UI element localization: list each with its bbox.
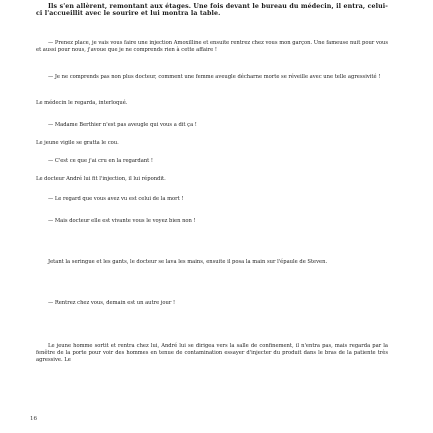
paragraph-7: — C'est ce que j'ai cru en la regardant ! <box>48 158 153 164</box>
paragraph-5: — Madame Berthier n'est pas aveugle qui vous a dit ça ! <box>48 122 197 128</box>
paragraph-3: — Je ne comprends pas non plus docteur, comment une femme aveugle décharne morte se réveille avec une telle agressivité ! <box>48 74 381 80</box>
paragraph-8: Le docteur André lui fit l'injection, il lui répondit. <box>36 176 166 182</box>
paragraph-2: — Prenez place, je vais vous faire une injection Amoxilline et ensuite rentrez chez vous mon garçon. Une fameuse nuit pour vous et aussi pour nous, j'avoue que je ne comprends rien à cette affaire ! <box>36 40 388 54</box>
paragraph-1-text: Ils s'en allèrent, remontant aux étages. Une fois devant le bureau du médecin, il entra, celui-ci l'accueillit avec le sourire et lui montra la table. <box>36 3 388 17</box>
paragraph-9: — Le regard que vous avez vu est celui de la mort ! <box>48 196 184 202</box>
paragraph-11: Jetant la seringue et les gants, le docteur se lava les mains, ensuite il posa la main sur l'épaule de Steven. <box>48 259 328 265</box>
paragraph-12: — Rentrez chez vous, demain est un autre jour ! <box>48 300 176 306</box>
paragraph-4: Le médecin le regarda, interloqué. <box>36 100 128 106</box>
paragraph-1 <box>36 4 388 18</box>
paragraph-13: Le jeune homme sortit et rentra chez lui, André lui se dirigea vers la salle de confinement, il n'entra pas, mais regarda par la fenêtre de la porte pour voir des hommes en tenue de contamination essayer d'injecter du produit dans le bras de la patiente très agressive. Le <box>36 343 388 364</box>
page-number: 16 <box>30 416 37 422</box>
paragraph-10: — Mais docteur elle est vivante vous le voyez bien non ! <box>48 218 196 224</box>
paragraph-6: Le jeune vigile se gratta le cou. <box>36 140 119 146</box>
